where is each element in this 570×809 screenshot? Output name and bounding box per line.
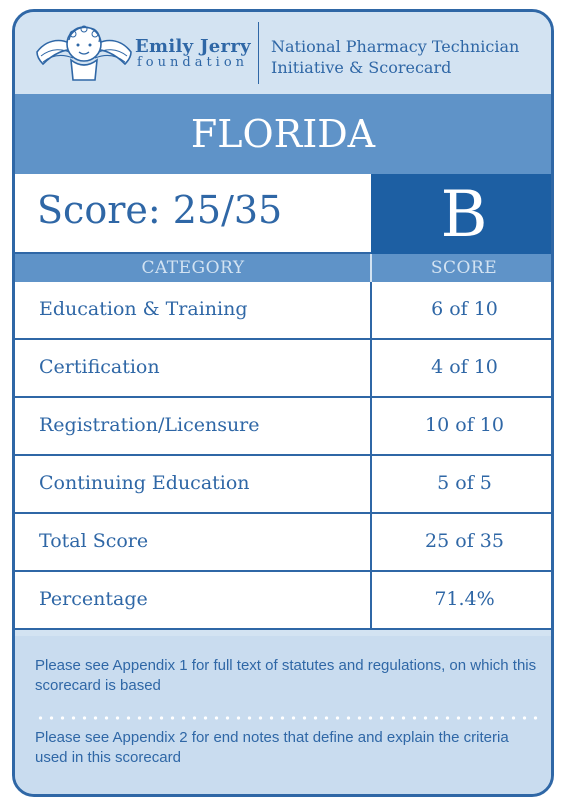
table-row [15,514,551,572]
notes-section [15,636,551,797]
appendix-1-note: Please see Appendix 1 for full text of statutes and regulations, on which this scorecard is based [35,657,537,694]
state-title: FLORIDA [15,94,551,174]
table-row [15,572,551,630]
table-row [15,398,551,456]
appendix-2-note: Please see Appendix 2 for end notes that define and explain the criteria used in this scorecard [35,729,509,766]
brand-sub: foundation [137,55,249,70]
row-category: Percentage [39,588,148,610]
row-category: Registration/Licensure [39,414,260,436]
initiative-title [271,36,519,78]
table-row [15,456,551,514]
score-box [15,174,371,254]
column-header-category: CATEGORY [141,258,245,278]
table-row [15,282,551,340]
row-category: Continuing Education [39,472,250,494]
row-score: 4 of 10 [431,356,498,378]
row-score: 71.4% [434,588,495,610]
row-score: 6 of 10 [431,298,498,320]
brand [135,36,251,70]
dotted-divider [35,716,540,720]
brand-name: Emily Jerry [135,36,251,57]
column-header [15,254,551,282]
table-row [15,340,551,398]
row-category: Certification [39,356,160,378]
row-score: 5 of 5 [437,472,492,494]
score-text: Score: 25/35 [37,188,283,232]
angel-logo-icon [29,22,139,84]
score-row [15,174,551,254]
row-category: Education & Training [39,298,248,320]
row-category: Total Score [39,530,149,552]
header-divider [258,22,259,84]
row-score: 25 of 35 [425,530,504,552]
initiative-line-1: National Pharmacy Technician [271,37,520,56]
column-header-score: SCORE [430,258,498,278]
score-table [15,282,551,630]
header [15,12,551,94]
grade-badge: B [371,174,554,254]
row-score: 10 of 10 [425,414,504,436]
scorecard [12,9,554,797]
initiative-line-2: Initiative & Scorecard [271,58,452,77]
